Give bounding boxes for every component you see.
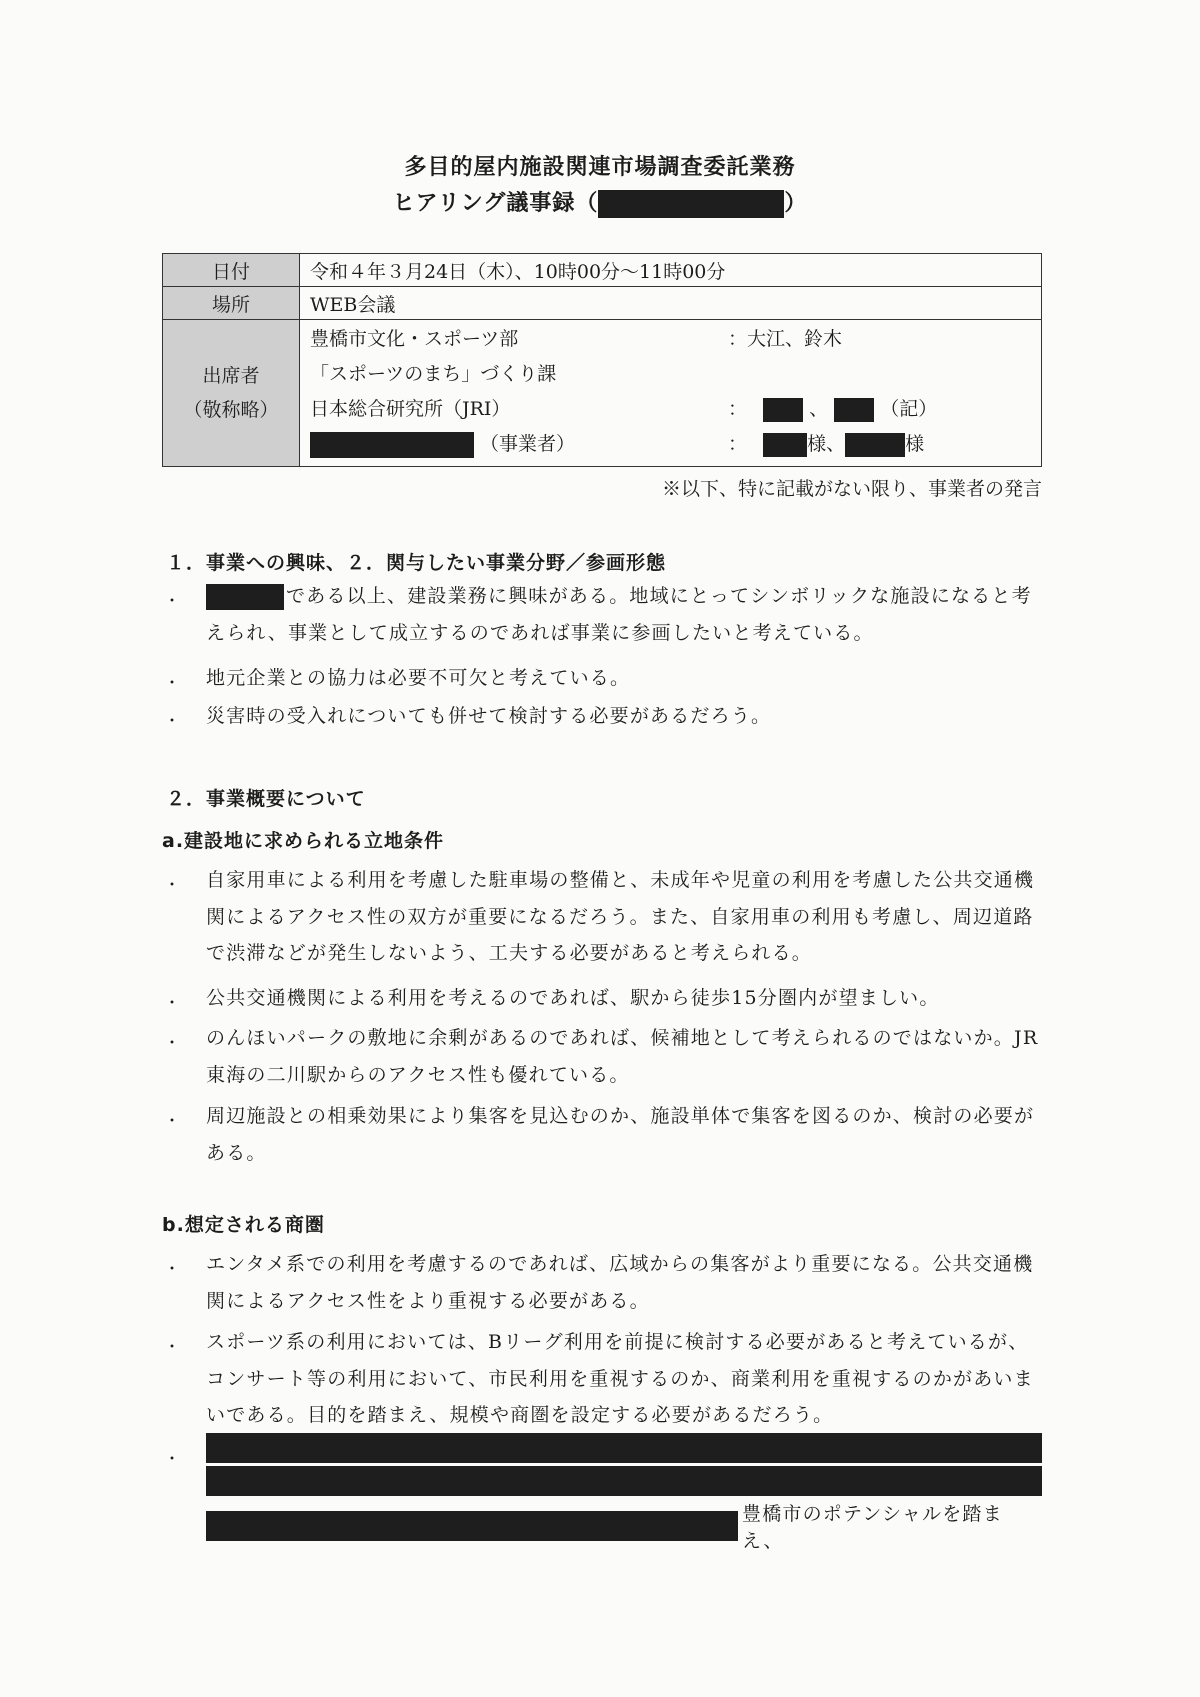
subsection-a-item1: 自家用車による利用を考慮した駐車場の整備と、未成年や児童の利用を考慮した公共交通機関によるアクセス性の双方が重要になるだろう。また、自家用車の利用も考慮し、周辺道路で渋滞などが発生しないよう、工夫する必要があると考えられる。 xyxy=(206,869,1035,964)
subsection-b-item3-last-line xyxy=(206,1499,1042,1553)
redacted-name xyxy=(763,433,807,457)
attendees-label xyxy=(163,320,300,467)
date-row xyxy=(163,254,1042,287)
bullet: ・ xyxy=(164,1337,181,1356)
org2-note: （記） xyxy=(880,398,938,420)
section1-item2: 地元企業との協力は必要不可欠と考えている。 xyxy=(206,667,631,689)
bullet: ・ xyxy=(164,1259,181,1278)
redacted-name xyxy=(845,433,905,457)
attendees-label-line1: 出席者 xyxy=(202,365,260,387)
subsection-b-item1: エンタメ系での利用を考慮するのであれば、広域からの集客がより重要になる。公共交通機関によるアクセス性をより重視する必要がある。 xyxy=(206,1253,1034,1312)
attendee-org2: 日本総合研究所（JRI） xyxy=(310,398,511,420)
attendee-org3-names xyxy=(728,427,924,461)
subsection-b-item2: スポーツ系の利用においては、Bリーグ利用を前提に検討する必要があると考えているが、コンサート等の利用において、市民利用を重視するのか、商業利用を重視するのかがあいまいである。目的を踏まえ、規模や商圏を設定する必要があるだろう。 xyxy=(206,1331,1034,1426)
redacted-line xyxy=(206,1433,1042,1463)
attendee-org2-names xyxy=(728,392,937,426)
section1-heading: １．事業への興味、２．関与したい事業分野／参画形態 xyxy=(166,552,667,574)
place-label: 場所 xyxy=(163,287,300,320)
attendee-org3 xyxy=(310,427,575,461)
subsection-a-item2: 公共交通機関による利用を考えるのであれば、駅から徒歩15分圏内が望ましい。 xyxy=(206,987,940,1009)
attendees-value xyxy=(300,320,1042,467)
org3-honorific: 様 xyxy=(905,433,925,455)
bullet: ・ xyxy=(164,1033,181,1052)
section1-item1 xyxy=(206,578,1042,651)
redacted-company-type xyxy=(206,584,284,610)
section1-item1-text: である以上、建設業務に興味がある。地域にとってシンボリックな施設になると考えられ、事業として成立するのであれば事業に参画したいと考えている。 xyxy=(206,585,1032,644)
org3-colon: ： xyxy=(728,433,748,455)
redacted-name xyxy=(834,398,874,422)
bullet: ・ xyxy=(164,591,181,610)
place-value: WEB会議 xyxy=(300,287,1042,320)
date-label: 日付 xyxy=(163,254,300,287)
meeting-info-table xyxy=(162,253,1042,467)
bullet: ・ xyxy=(164,1111,181,1130)
bullet: ・ xyxy=(164,1449,181,1468)
attendee-org1-line2: 「スポーツのまち」づくり課 xyxy=(310,363,557,385)
date-value: 令和４年３月24日（木）、10時00分～11時00分 xyxy=(300,254,1042,287)
org3-honorific: 様、 xyxy=(807,433,846,455)
section1-item3: 災害時の受入れについても併せて検討する必要があるだろう。 xyxy=(206,705,772,727)
org2-separator: 、 xyxy=(809,398,829,420)
org3-role: （事業者） xyxy=(480,433,576,455)
org2-colon: ： xyxy=(728,398,748,420)
bullet: ・ xyxy=(164,711,181,730)
subtitle-prefix: ヒアリング議事録（ xyxy=(392,191,599,216)
bullet: ・ xyxy=(164,673,181,692)
attendee-org1-line1: 豊橋市文化・スポーツ部 xyxy=(310,328,519,350)
redacted-name xyxy=(763,398,803,422)
redacted-company-name xyxy=(310,432,474,458)
bullet: ・ xyxy=(164,875,181,894)
speaker-note: ※以下、特に記載がない限り、事業者の発言 xyxy=(661,478,1042,500)
attendee-org1-names: ：大江、鈴木 xyxy=(728,328,843,350)
redacted-text xyxy=(206,1511,738,1541)
subtitle-suffix: ） xyxy=(784,191,808,216)
bullet: ・ xyxy=(164,993,181,1012)
attendees-label-line2: （敬称略） xyxy=(183,399,279,421)
subsection-b-item3-tail: 豊橋市のポテンシャルを踏まえ、 xyxy=(742,1503,1003,1552)
redacted-line xyxy=(206,1466,1042,1496)
redacted-company-name xyxy=(598,190,784,218)
subsection-b-heading: b.想定される商圏 xyxy=(162,1214,325,1236)
place-row xyxy=(163,287,1042,320)
attendees-list xyxy=(310,320,1031,466)
subsection-a-item3: のんほいパークの敷地に余剰があるのであれば、候補地として考えられるのではないか。JR東海の二川駅からのアクセス性も優れている。 xyxy=(206,1027,1039,1086)
section2-heading: ２．事業概要について xyxy=(166,788,366,810)
subsection-b-item3 xyxy=(206,1430,1042,1553)
subsection-a-item4: 周辺施設との相乗効果により集客を見込むのか、施設単体で集客を図るのか、検討の必要がある。 xyxy=(206,1105,1035,1164)
document-title: 多目的屋内施設関連市場調査委託業務 xyxy=(404,155,796,180)
subsection-a-heading: a.建設地に求められる立地条件 xyxy=(162,830,445,852)
attendees-row xyxy=(163,320,1042,467)
document-subtitle xyxy=(0,186,1200,218)
